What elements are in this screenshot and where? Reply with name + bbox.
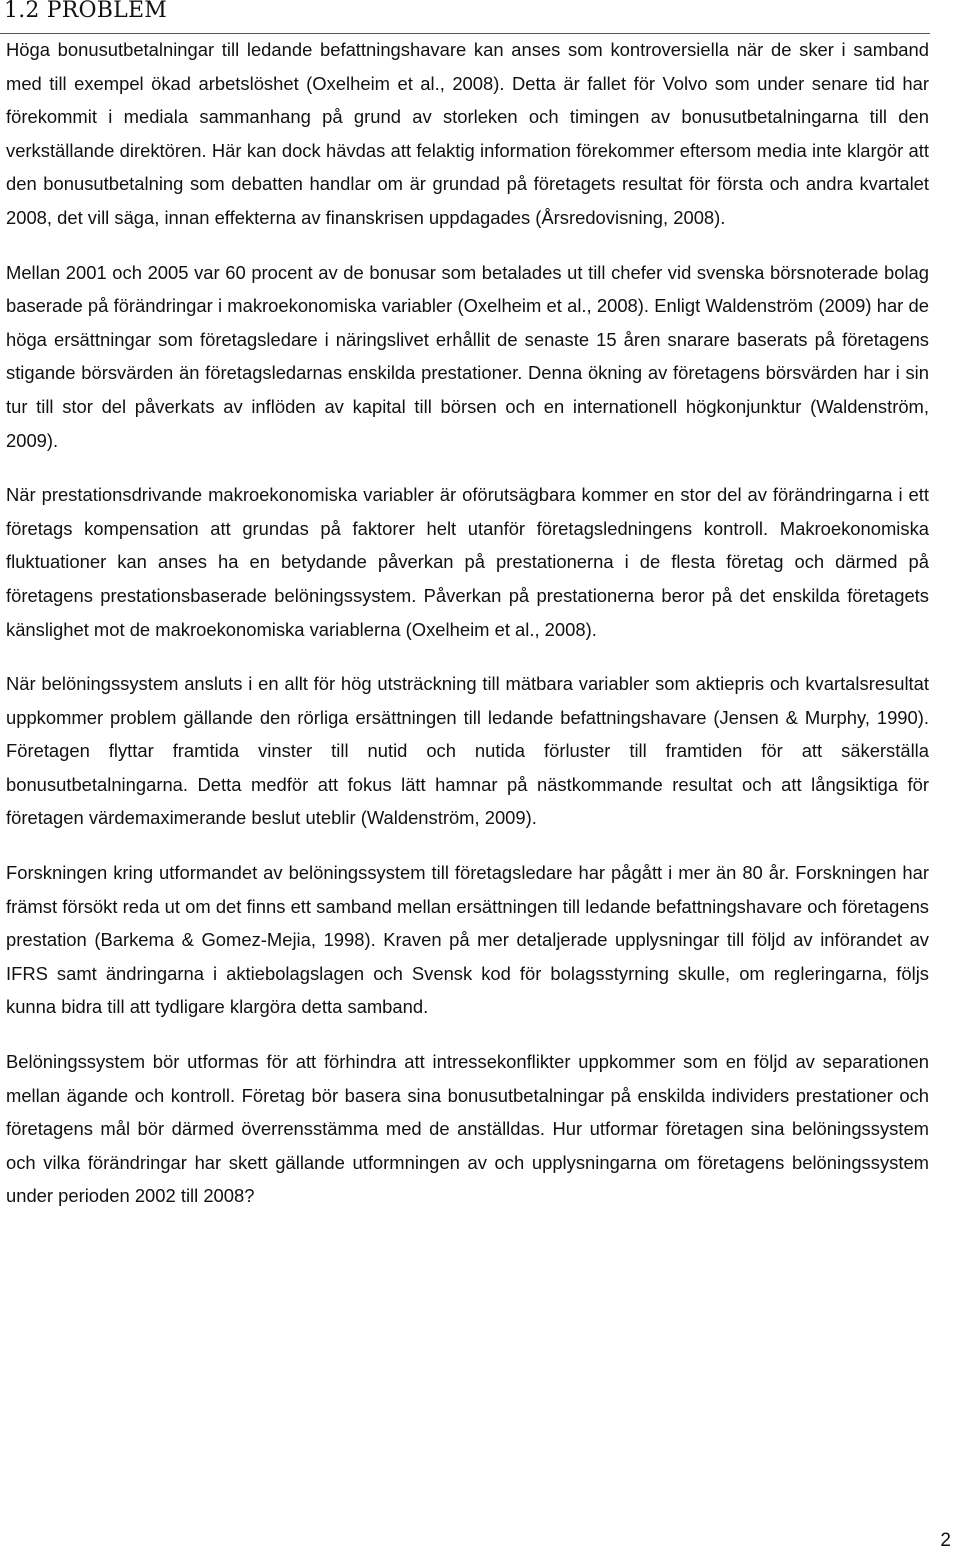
paragraph: Forskningen kring utformandet av belöningssystem till företagsledare har pågått i mer än 80 år. Forskningen har främst försökt reda ut om det finns ett samband mellan ersättningen till ledande befattningshavare och företagens prestation (Barkema & Gomez-Mejia, 1998). Kraven på mer detaljerade upplysningar till följd av införandet av IFRS samt ändringarna i aktiebolagslagen och Svensk kod för bolagsstyrning skulle, om regleringarna, följs kunna bidra till att tydligare klargöra detta samband.: [6, 862, 929, 1018]
paragraph: När belöningssystem ansluts i en allt för hög utsträckning till mätbara variabler som aktiepris och kvartalsresultat uppkommer problem gällande den rörliga ersättningen till ledande befattningshavare (Jensen & Murphy, 1990). Företagen flyttar framtida vinster till nutid och nutida förluster till framtiden för att säkerställa bonusutbetalningarna. Detta medför att fokus lätt hamnar på nästkommande resultat och att långsiktiga för företagen värdemaximerande beslut uteblir (Waldenström, 2009).: [6, 673, 929, 829]
page-number: 2: [940, 1530, 951, 1551]
body-text: [6, 33, 929, 1234]
section-heading: 1.2 PROBLEM: [4, 0, 167, 23]
paragraph: Höga bonusutbetalningar till ledande befattningshavare kan anses som kontroversiella när de sker i samband med till exempel ökad arbetslöshet (Oxelheim et al., 2008). Detta är fallet för Volvo som under senare tid har förekommit i mediala sammanhang på grund av storleken och timingen av bonusutbetalningarna till den verkställande direktören. Här kan dock hävdas att felaktig information förekommer eftersom media inte klargör att den bonusutbetalning som debatten handlar om är grundad på företagets resultat för första och andra kvartalet 2008, det vill säga, innan effekterna av finanskrisen uppdagades (Årsredovisning, 2008).: [6, 39, 929, 228]
paragraph: Mellan 2001 och 2005 var 60 procent av de bonusar som betalades ut till chefer vid svenska börsnoterade bolag baserade på förändringar i makroekonomiska variabler (Oxelheim et al., 2008). Enligt Waldenström (2009) har de höga ersättningar som företagsledare i näringslivet erhållit de senaste 15 åren snarare baserats på företagens stigande börsvärden än företagsledarnas enskilda prestationer. Denna ökning av företagens börsvärden har i sin tur till stor del påverkats av inflöden av kapital till börsen och en internationell högkonjunktur (Waldenström, 2009).: [6, 261, 929, 451]
paragraph: När prestationsdrivande makroekonomiska variabler är oförutsägbara kommer en stor del av förändringarna i ett företags kompensation att grundas på faktorer helt utanför företagsledningens kontroll. Makroekonomiska fluktuationer kan anses ha en betydande påverkan på prestationerna i de flesta företag och därmed på företagens prestationsbaserade belöningssystem. Påverkan på prestationerna beror på det enskilda företagets känslighet mot de makroekonomiska variablerna (Oxelheim et al., 2008).: [6, 484, 929, 640]
paragraph: Belöningssystem bör utformas för att förhindra att intressekonflikter uppkommer som en följd av separationen mellan ägande och kontroll. Företag bör basera sina bonusutbetalningar på enskilda individers prestationer och företagens mål bör därmed överrensstämma med de anställdas. Hur utformar företagen sina belöningssystem och vilka förändringar har skett gällande utformningen av och upplysningarna om företagens belöningssystem under perioden 2002 till 2008?: [6, 1051, 929, 1207]
